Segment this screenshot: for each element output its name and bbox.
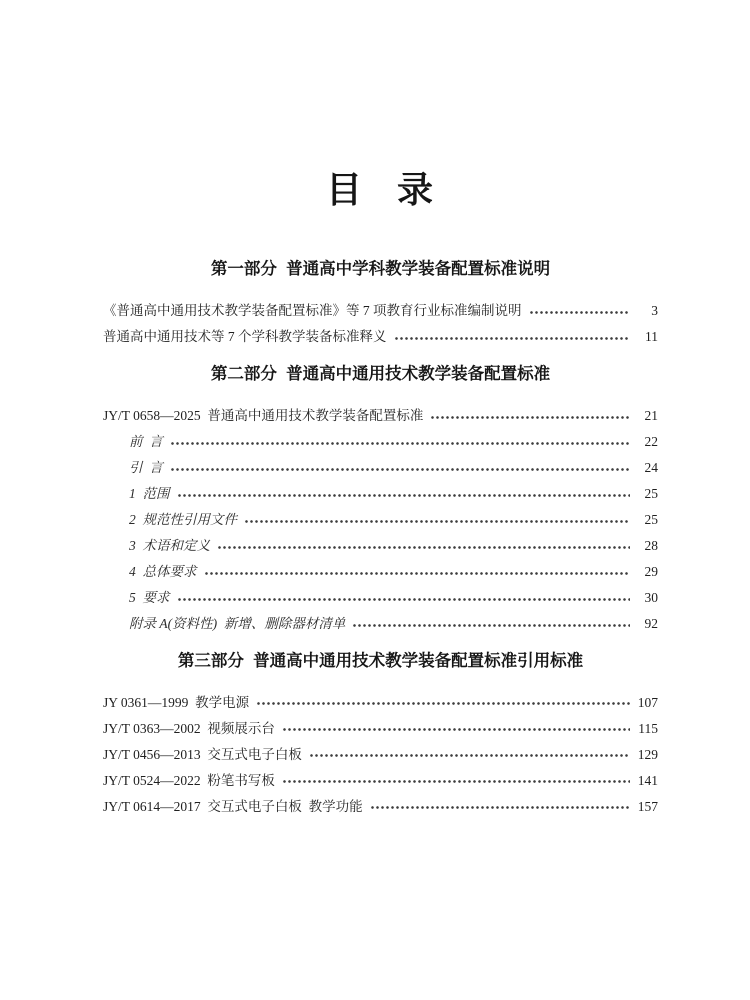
toc-entry [103,298,658,324]
toc-entry-page-number: 157 [637,798,658,814]
toc-entry-page-number: 11 [645,329,658,345]
dotted-leader [394,324,631,350]
toc-entry-label: 《普通高中通用技术教学装备配置标准》等 7 项教育行业标准编制说明 [103,303,522,319]
toc-entry-page-number: 141 [637,772,658,788]
dotted-leader [529,298,631,324]
table-of-contents [103,257,658,819]
toc-entry-label: 2 规范性引用文件 [129,511,237,527]
toc-entry [103,507,658,533]
toc-entry [103,585,658,611]
toc-entry [103,716,658,742]
toc-entry [103,429,658,455]
toc-entry-page-number: 30 [644,589,658,605]
dotted-leader [177,585,631,611]
dotted-leader [282,768,630,794]
toc-entry [103,403,658,429]
toc-entry-page-number: 24 [644,459,658,475]
toc-entry-label: JY/T 0524—2022 粉笔书写板 [103,772,275,788]
toc-entry-label: 附录 A(资料性) 新增、删除器材清单 [129,615,346,631]
toc-entry [103,742,658,768]
toc-entry-page-number: 28 [644,537,658,553]
toc-entry-label: 普通高中通用技术等 7 个学科教学装备标准释义 [103,329,387,345]
dotted-leader [217,533,630,559]
dotted-leader [177,481,631,507]
dotted-leader [352,611,630,637]
toc-entry-page-number: 115 [638,720,658,736]
toc-entry-label: 3 术语和定义 [129,537,210,553]
dotted-leader [204,559,631,585]
dotted-leader [282,716,630,742]
toc-entry-page-number: 21 [644,407,658,423]
toc-entry-label: JY/T 0658—2025 普通高中通用技术教学装备配置标准 [103,407,424,423]
section-entries [103,403,658,637]
toc-entry-label: 5 要求 [129,589,170,605]
toc-entry [103,611,658,637]
toc-entry-label: JY/T 0363—2002 视频展示台 [103,720,275,736]
toc-entry-label: 引 言 [129,459,163,475]
section-heading: 第一部分 普通高中学科教学装备配置标准说明 [210,260,551,279]
section-heading: 第二部分 普通高中通用技术教学装备配置标准 [210,365,551,384]
toc-entry [103,794,658,820]
dotted-leader [244,507,630,533]
toc-entry-label: JY/T 0614—2017 交互式电子白板 教学功能 [103,798,363,814]
toc-entry-label: 1 范围 [129,485,170,501]
toc-entry-page-number: 3 [651,303,658,319]
toc-entry [103,768,658,794]
toc-entry [103,690,658,716]
dotted-leader [256,690,630,716]
toc-entry-page-number: 25 [644,485,658,501]
toc-entry-page-number: 129 [637,746,658,762]
dotted-leader [370,794,630,820]
toc-entry-page-number: 25 [644,511,658,527]
toc-entry-page-number: 107 [637,694,658,710]
toc-entry [103,481,658,507]
toc-entry [103,533,658,559]
toc-entry-page-number: 29 [644,563,658,579]
toc-entry-label: JY/T 0456—2013 交互式电子白板 [103,746,302,762]
toc-entry [103,455,658,481]
toc-entry-page-number: 92 [644,615,658,631]
toc-entry-page-number: 22 [644,433,658,449]
section-entries [103,298,658,350]
page-title: 目 录 [325,170,435,210]
toc-entry-label: 前 言 [129,433,163,449]
dotted-leader [309,742,630,768]
toc-entry [103,559,658,585]
section-entries [103,690,658,820]
dotted-leader [430,403,630,429]
toc-entry-label: JY 0361—1999 教学电源 [103,694,250,710]
toc-entry [103,324,658,350]
dotted-leader [170,455,630,481]
section-heading: 第三部分 普通高中通用技术教学装备配置标准引用标准 [177,651,584,670]
toc-entry-label: 4 总体要求 [129,563,197,579]
dotted-leader [170,429,630,455]
